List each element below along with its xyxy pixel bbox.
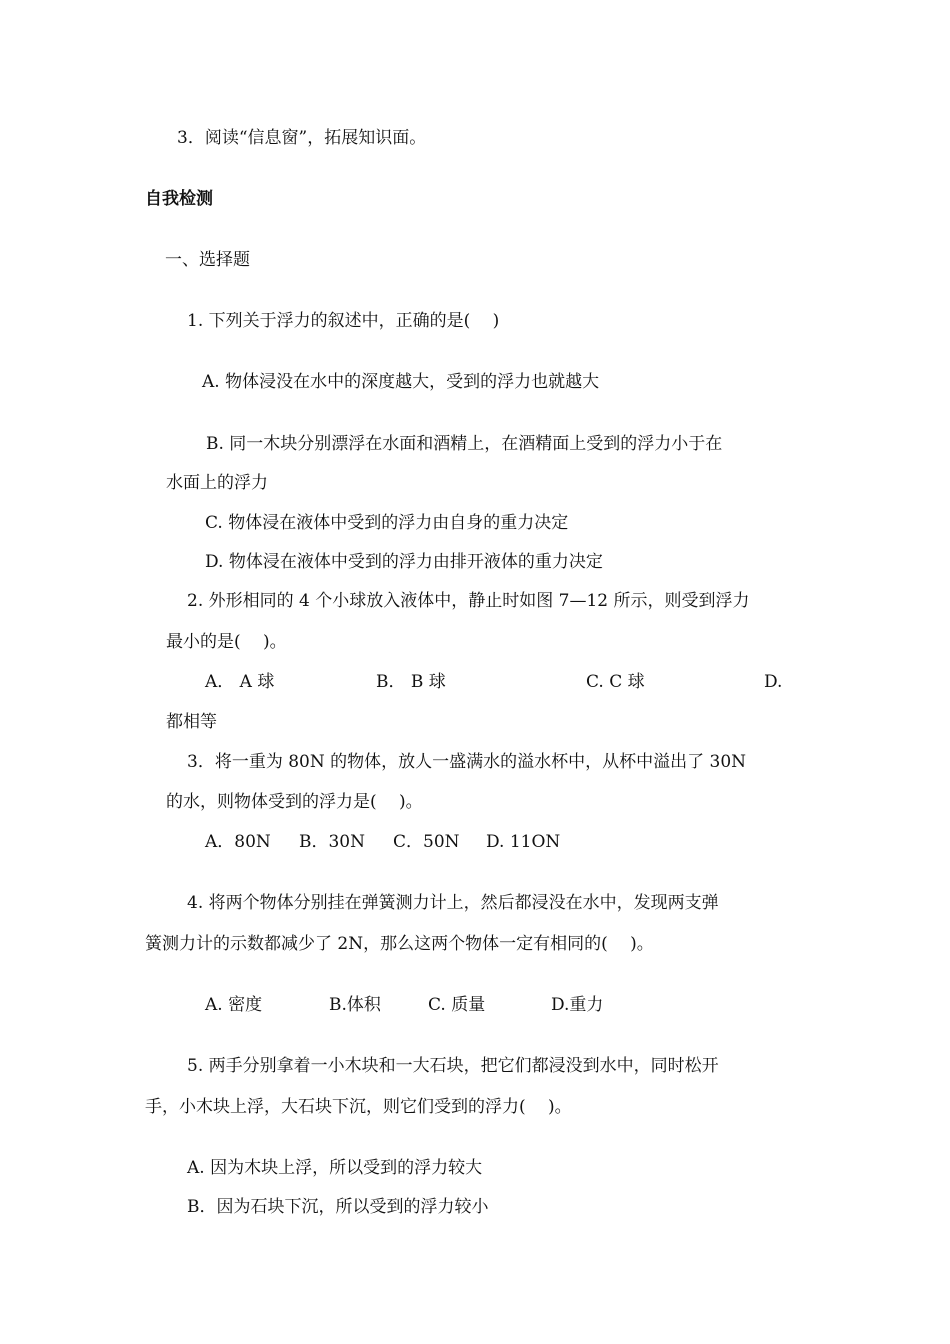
option-b: B.体积 <box>329 995 381 1015</box>
option-b-continued: 水面上的浮力 <box>166 473 268 493</box>
intro-item: 3．阅读“信息窗”，拓展知识面。 <box>177 128 427 148</box>
option-a: A. 物体浸没在水中的深度越大，受到的浮力也就越大 <box>202 372 600 392</box>
option-d: D. <box>764 672 783 692</box>
question-stem-continued: 的水，则物体受到的浮力是( )。 <box>166 792 423 812</box>
option-b: B. 同一木块分别漂浮在水面和酒精上，在酒精面上受到的浮力小于在 <box>206 434 723 454</box>
question-stem: 2. 外形相同的 4 个小球放入液体中，静止时如图 7—12 所示，则受到浮力 <box>187 591 750 611</box>
option-a: A． A 球 <box>205 672 275 692</box>
section-title: 自我检测 <box>145 189 213 209</box>
option-c: C．50N <box>393 832 460 852</box>
option-d-continued: 都相等 <box>166 712 217 732</box>
option-b: B．因为石块下沉，所以受到的浮力较小 <box>187 1197 489 1217</box>
option-d: D. 物体浸在液体中受到的浮力由排开液体的重力决定 <box>205 552 603 572</box>
question-stem: 3．将一重为 80N 的物体，放人一盛满水的溢水杯中，从杯中溢出了 30N <box>187 752 747 772</box>
option-a: A. 密度 <box>205 995 263 1015</box>
option-b: B． B 球 <box>376 672 446 692</box>
option-b: B．30N <box>299 832 365 852</box>
question-stem: 5. 两手分别拿着一小木块和一大石块，把它们都浸没到水中，同时松开 <box>187 1056 719 1076</box>
option-d: D. 11ON <box>486 832 561 852</box>
option-c: C. 物体浸在液体中受到的浮力由自身的重力决定 <box>205 513 569 533</box>
option-c: C. C 球 <box>586 672 645 692</box>
question-stem: 4. 将两个物体分别挂在弹簧测力计上，然后都浸没在水中，发现两支弹 <box>187 893 719 913</box>
option-d: D.重力 <box>551 995 604 1015</box>
question-stem-continued: 手，小木块上浮，大石块下沉，则它们受到的浮力( )。 <box>145 1097 572 1117</box>
question-stem-continued: 簧测力计的示数都减少了 2N，那么这两个物体一定有相同的( )。 <box>145 934 654 954</box>
question-stem-continued: 最小的是( )。 <box>166 632 287 652</box>
option-a: A. 因为木块上浮，所以受到的浮力较大 <box>187 1158 483 1178</box>
option-c: C. 质量 <box>428 995 486 1015</box>
question-stem: 1. 下列关于浮力的叙述中，正确的是( ) <box>187 311 500 331</box>
part-title: 一、选择题 <box>165 250 250 270</box>
option-a: A．80N <box>205 832 271 852</box>
